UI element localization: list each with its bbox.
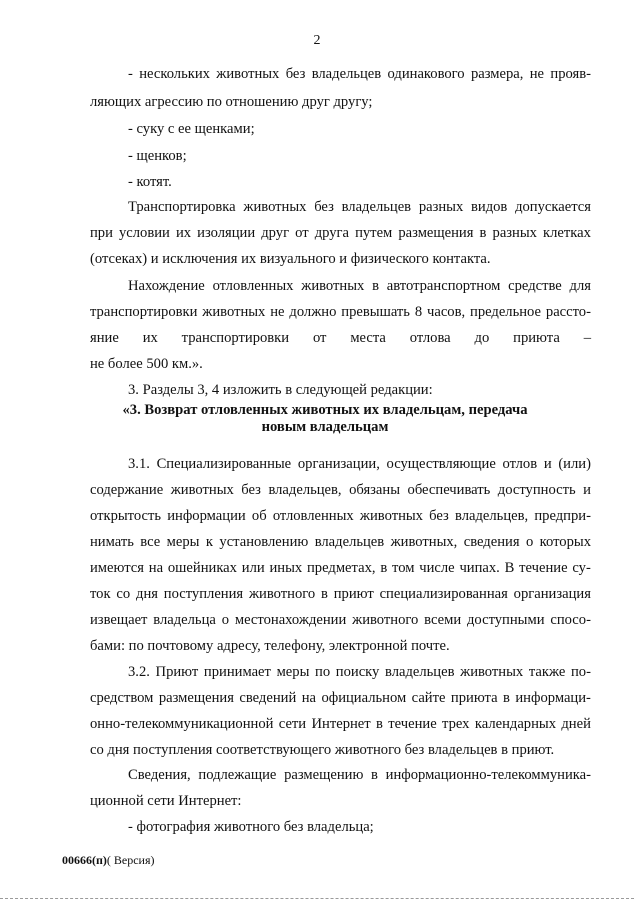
word: нескольких [139,66,210,82]
word: открытость [90,508,162,524]
word: животных [170,482,234,498]
word: отловленных [272,508,354,524]
word: В [504,560,515,576]
word: видов [471,199,508,215]
word: официальном [321,690,407,706]
word: без [314,199,334,215]
word: владельцев [385,664,455,680]
word: в [376,716,383,732]
word: путем [355,225,393,241]
word: об [251,508,267,524]
word: владельцев, [455,508,529,524]
word: допускается [515,199,591,215]
word: друг [261,225,290,241]
word: размера, [470,66,524,82]
text-line [128,455,591,473]
word: животных, [390,534,458,550]
word: также [528,664,566,680]
page-bottom-rule [0,898,634,899]
word: иных [269,560,303,576]
word: информаци- [515,690,591,706]
word: или [241,560,265,576]
word: животных [460,664,524,680]
word: нимать [90,534,134,550]
word: трех [442,716,470,732]
word: Приют [155,664,199,680]
word: организации, [297,456,380,472]
word: на [301,690,316,706]
word: изоляции [197,225,256,241]
word: календарных [474,716,557,732]
word: числе [419,560,455,576]
word: клетках [543,225,591,241]
word: приют [333,586,374,602]
word: обязаны [349,482,401,498]
word: животных [243,199,307,215]
word: в [380,560,388,576]
word: животных [216,66,280,82]
text-line [90,689,591,707]
word: условии [119,225,170,241]
word: не [270,304,285,320]
text-line [90,507,591,525]
word: разных [418,199,464,215]
text-line [128,198,591,216]
word: животного [248,586,316,602]
text-line: - фотография животного без владельца; [128,819,374,835]
word: рассто- [545,304,591,320]
word: ток [90,586,111,602]
word: со [116,586,131,602]
word: при [90,225,113,241]
word: в [372,278,379,294]
word: имеются [90,560,144,576]
word: автотранспортном [386,278,501,294]
word: информационно-телекоммуника- [385,767,591,783]
word: по [315,664,331,680]
word: в [479,225,487,241]
text-line: бами: по почтовому адресу, телефону, электронной почте. [90,638,450,654]
word: места [350,330,386,346]
word: животных [301,278,365,294]
text-line [90,559,591,577]
word: их [142,330,158,346]
text-line [90,224,591,242]
text-line: не более 500 км.». [90,356,203,372]
text-line [128,766,591,784]
word: владельцев [314,534,385,550]
word: дней [561,716,591,732]
word: сайте [411,690,446,706]
text-line [128,663,591,681]
word: извещает [90,612,148,628]
word: течение [388,716,437,732]
word: местонахождении [234,612,347,628]
word: обеспечивать [407,482,491,498]
word: все [140,534,161,550]
word: специализированная [379,586,508,602]
word: дня [136,586,158,602]
word: – [583,330,591,346]
word: часов, [427,304,466,320]
word: Сведения, [128,767,191,783]
text-line: - суку с ее щенками; [128,121,255,137]
word: без [241,482,261,498]
word: к [205,534,213,550]
word: отловленных [212,278,294,294]
word: в [371,767,378,783]
word: для [569,278,591,294]
word: и [543,456,552,472]
text-line: - щенков; [128,148,187,164]
word: 3.1. [128,456,150,472]
word: меры [276,664,310,680]
word: онно-телекоммуникационной [90,716,274,732]
word: которых [539,534,591,550]
text-line: (отсеках) и исключения их визуального и физического контакта. [90,251,491,267]
word: владельца [153,612,216,628]
word: до [474,330,490,346]
word: животных [359,508,423,524]
word: размещения [158,690,234,706]
word: превышать [341,304,410,320]
section-heading-line-2: новым владельцам [261,419,389,435]
word: разных [492,225,537,241]
page-number: 2 [313,33,321,48]
word: поступления [163,586,244,602]
word: том [392,560,415,576]
word: Транспортировка [128,199,236,215]
text-line [90,611,591,629]
word: прояв- [550,66,591,82]
word: содержание [90,482,164,498]
footer-stamp [62,853,155,868]
text-line [128,277,591,295]
word: владельцев [311,66,382,82]
text-line [90,303,591,321]
word: Интернет [311,716,371,732]
word: Специализированные [156,456,292,472]
word: предметах, [307,560,376,576]
word: владельцев, [268,482,342,498]
word: не [529,66,545,82]
word: сведения [463,534,520,550]
word: приюта [450,690,498,706]
word: (или) [558,456,591,472]
text-line [90,715,591,733]
text-line: ляющих агрессию по отношению друг другу; [90,94,373,110]
word: предельное [470,304,542,320]
text-line: ционной сети Интернет: [90,793,242,809]
word: су- [572,560,591,576]
word: на [148,560,164,576]
word: осуществляющие [386,456,496,472]
word: по- [570,664,591,680]
word: в [503,690,510,706]
word: их [175,225,192,241]
word: друга [314,225,349,241]
word: транспортировки [181,330,290,346]
word: предпри- [534,508,591,524]
word: в [321,586,328,602]
word: поиску [335,664,380,680]
text-line [90,481,591,499]
word: владельцев [341,199,412,215]
word: и [583,482,591,498]
text-line [90,329,591,347]
word: отлова [409,330,451,346]
word: транспортировки [90,304,198,320]
word: от [295,225,309,241]
section-heading-line-1: «3. Возврат отловленных животных их владельцам, передача [122,402,528,418]
word: приюта [513,330,560,346]
word: меры [166,534,200,550]
word: организация [513,586,591,602]
word: животных [202,304,266,320]
word: одинакового [387,66,465,82]
word: установлению [219,534,309,550]
word: всеми [424,612,462,628]
word: 8 [414,304,423,320]
word: течение [519,560,568,576]
word: сети [278,716,307,732]
word: средством [90,690,154,706]
word: отлов [502,456,538,472]
text-line: - котят. [128,174,172,190]
word: подлежащие [198,767,277,783]
text-line [90,533,591,551]
word: Нахождение [128,278,205,294]
document-version: ( Версия) [106,853,155,867]
word: информации [167,508,246,524]
text-line: 3. Разделы 3, 4 изложить в следующей редакции: [128,382,433,398]
word: о [221,612,230,628]
word: яние [90,330,119,346]
word: средстве [508,278,562,294]
word: без [285,66,306,82]
word: доступными [467,612,545,628]
text-line [90,585,591,603]
word: размещению [284,767,364,783]
document-code: 00666(п) [62,853,107,867]
word: чипах. [459,560,500,576]
word: о [525,534,534,550]
word: принимает [203,664,271,680]
word: доступность [497,482,576,498]
text-line: со дня поступления соответствующего животного без владельцев в приют. [90,742,555,758]
word: животного [352,612,419,628]
word: от [312,330,327,346]
word: должно [289,304,337,320]
word: спосо- [550,612,591,628]
word: 3.2. [128,664,150,680]
text-line [128,65,591,83]
word: без [429,508,449,524]
word: размещения [398,225,474,241]
word: - [128,66,133,82]
word: ошейниках [167,560,237,576]
word: сведений [239,690,297,706]
